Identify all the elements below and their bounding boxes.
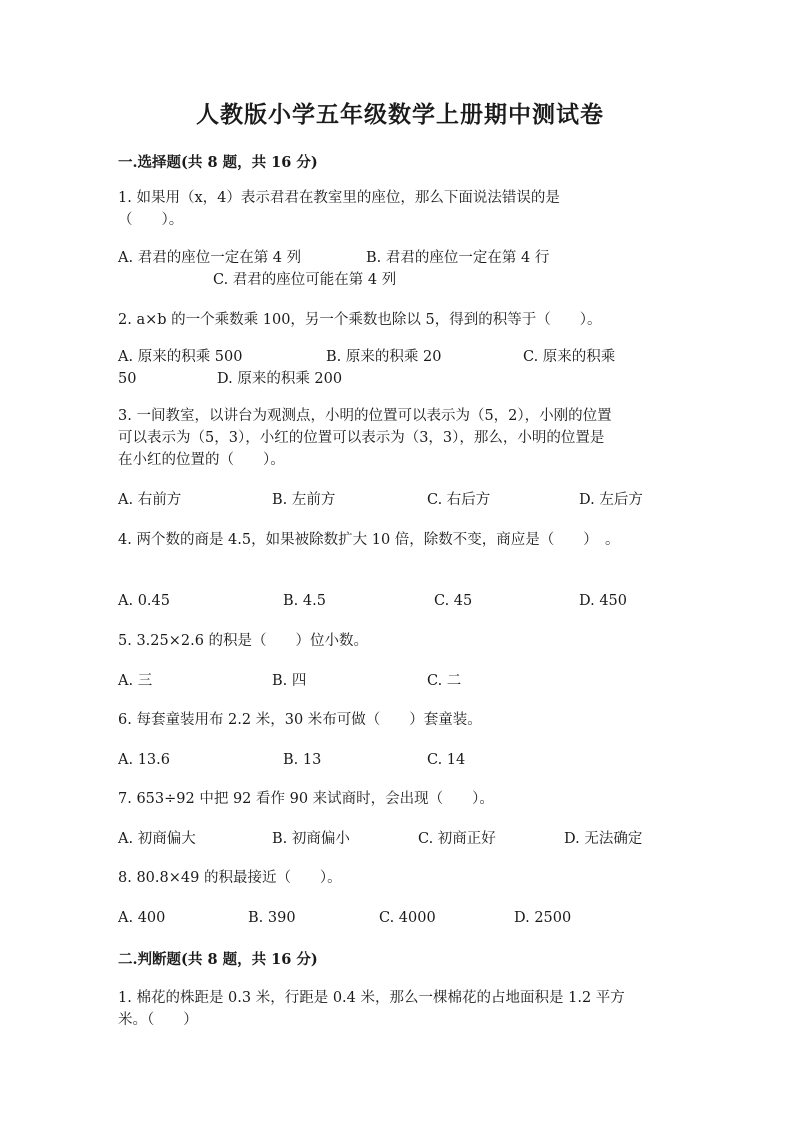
option-c[interactable]: C. 4000 [379, 910, 436, 926]
option-a[interactable]: A. 右前方 [118, 492, 182, 508]
page-title: 人教版小学五年级数学上册期中测试卷 [196, 101, 604, 128]
question-5 [118, 630, 678, 652]
question-text-line: 4. 两个数的商是 4.5，如果被除数扩大 10 倍，除数不变，商应是（ ） 。 [118, 532, 620, 548]
option-a[interactable]: A. 三 [118, 673, 153, 689]
question-2 [118, 309, 678, 331]
option-b[interactable]: B. 初商偏小 [272, 831, 350, 847]
question-1 [118, 187, 678, 231]
option-a[interactable]: A. 0.45 [118, 593, 170, 609]
question-text-line: 6. 每套童装用布 2.2 米，30 米布可做（ ）套童装。 [118, 712, 482, 728]
option-d[interactable]: D. 无法确定 [564, 831, 643, 847]
question-6 [118, 709, 678, 731]
option-b[interactable]: B. 4.5 [283, 593, 326, 609]
question-text-line: 米。（ ） [118, 1012, 198, 1028]
option-c[interactable]: C. 君君的座位可能在第 4 列 [213, 272, 397, 288]
section-heading-judge: 二.判断题(共 8 题，共 16 分) [118, 951, 318, 968]
option-c-continued: 50 [118, 371, 137, 387]
option-b[interactable]: B. 390 [248, 910, 296, 926]
option-d[interactable]: D. 原来的积乘 200 [217, 371, 343, 387]
option-b[interactable]: B. 13 [283, 752, 322, 768]
option-c[interactable]: C. 45 [434, 593, 473, 609]
option-c[interactable]: C. 14 [427, 752, 466, 768]
question-text-line: （ ）。 [118, 212, 184, 228]
option-c[interactable]: C. 右后方 [427, 492, 491, 508]
question-text-line: 5. 3.25×2.6 的积是（ ）位小数。 [118, 633, 369, 649]
question-text-line: 1. 如果用（x，4）表示君君在教室里的座位，那么下面说法错误的是 [118, 190, 560, 206]
option-b[interactable]: B. 原来的积乘 20 [326, 349, 442, 365]
option-c[interactable]: C. 二 [427, 673, 462, 689]
question-text-line: 可以表示为（5，3），小红的位置可以表示为（3，3），那么，小明的位置是 [118, 430, 605, 446]
option-a[interactable]: A. 原来的积乘 500 [118, 349, 243, 365]
section-heading-choice: 一.选择题(共 8 题，共 16 分) [118, 154, 318, 171]
question-text-line: 8. 80.8×49 的积最接近（ ）。 [118, 870, 342, 886]
question-4 [118, 529, 698, 551]
option-b[interactable]: B. 四 [272, 673, 307, 689]
question-text-line: 2. a×b 的一个乘数乘 100，另一个乘数也除以 5，得到的积等于（ ）。 [118, 312, 602, 328]
question-7 [118, 788, 678, 810]
option-a[interactable]: A. 君君的座位一定在第 4 列 [118, 250, 302, 266]
question-text-line: 7. 653÷92 中把 92 看作 90 来试商时，会出现（ ）。 [118, 791, 494, 807]
question-text-line: 3. 一间教室，以讲台为观测点，小明的位置可以表示为（5，2），小刚的位置 [118, 408, 612, 424]
option-d[interactable]: D. 2500 [514, 910, 572, 926]
question-3 [118, 405, 688, 471]
option-d[interactable]: D. 左后方 [579, 492, 643, 508]
option-a[interactable]: A. 初商偏大 [118, 831, 196, 847]
option-b[interactable]: B. 君君的座位一定在第 4 行 [366, 250, 550, 266]
question-text-line: 在小红的位置的（ ）。 [118, 452, 285, 468]
option-c[interactable]: C. 初商正好 [418, 831, 496, 847]
question-text-line: 1. 棉花的株距是 0.3 米，行距是 0.4 米，那么一棵棉花的占地面积是 1.2 平方 [118, 990, 625, 1006]
option-d[interactable]: D. 450 [579, 593, 628, 609]
judge-question-1 [118, 987, 698, 1031]
option-c[interactable]: C. 原来的积乘 [523, 349, 616, 365]
option-a[interactable]: A. 400 [118, 910, 166, 926]
option-b[interactable]: B. 左前方 [272, 492, 336, 508]
option-a[interactable]: A. 13.6 [118, 752, 170, 768]
question-8 [118, 867, 678, 889]
